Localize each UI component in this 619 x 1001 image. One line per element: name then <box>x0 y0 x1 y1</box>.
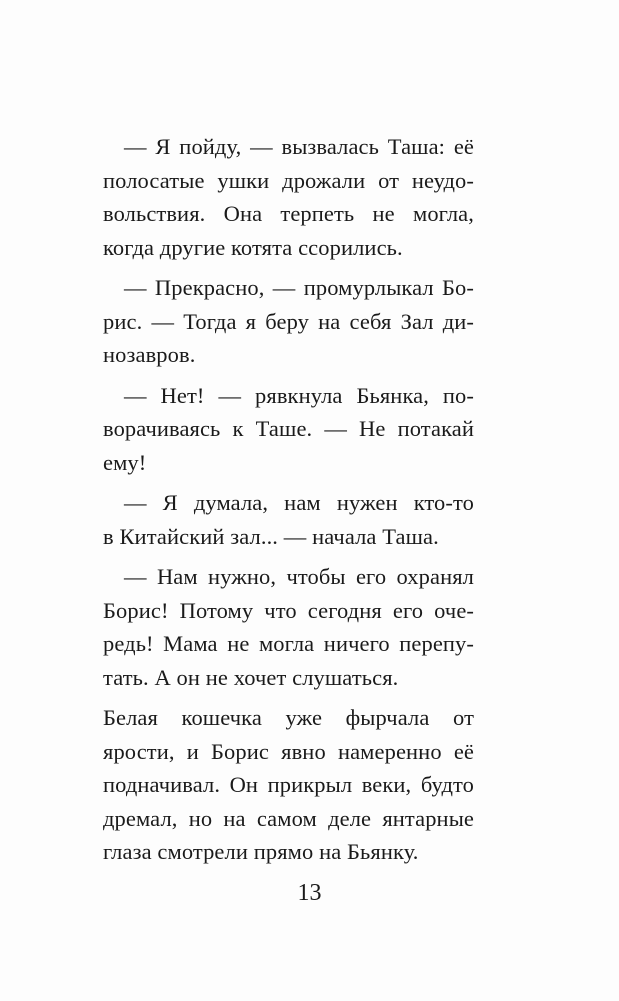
paragraph-6 <box>103 701 474 869</box>
text-line: подначивал. Он прикрыл веки, будто <box>103 772 474 797</box>
text-line: — Я пойду, — вызвалась Таша: её <box>124 134 474 159</box>
paragraph-5 <box>103 560 474 694</box>
text-line: ярости, и Борис явно намеренно её <box>103 738 474 764</box>
text-line: дремал, но на самом деле янтарные <box>103 805 474 831</box>
text-line: редь! Мама не могла ничего перепу- <box>103 631 474 656</box>
text-line: когда другие котята ссорились. <box>103 234 403 260</box>
text-line: Белая кошечка уже фырчала от <box>103 705 474 730</box>
paragraph-2 <box>103 271 474 372</box>
text-line: нозавров. <box>103 342 196 367</box>
text-line: в Китайский зал... — начала Таша. <box>103 523 439 549</box>
paragraph-1 <box>103 130 474 264</box>
text-line: вольствия. Она терпеть не могла, <box>103 201 474 226</box>
page-text <box>103 130 474 876</box>
text-line: — Нам нужно, чтобы его охранял <box>124 564 474 589</box>
paragraph-3 <box>103 379 474 480</box>
page-number: 13 <box>297 880 322 906</box>
text-line: ему! <box>103 449 147 475</box>
text-line: Борис! Потому что сегодня его оче- <box>103 597 474 623</box>
text-line: полосатые ушки дрожали от неудо- <box>103 167 474 193</box>
text-line: — Нет! — рявкнула Бьянка, по- <box>124 382 474 408</box>
text-line: ворачиваясь к Таше. — Не потакай <box>103 416 474 441</box>
text-line: тать. А он не хочет слушаться. <box>103 664 399 690</box>
text-line: — Я думала, нам нужен кто-то <box>124 490 474 515</box>
text-line: — Прекрасно, — промурлыкал Бо- <box>124 275 474 300</box>
text-line: глаза смотрели прямо на Бьянку. <box>103 839 419 864</box>
text-line: рис. — Тогда я беру на себя Зал ди- <box>103 308 474 334</box>
paragraph-4 <box>103 486 474 553</box>
